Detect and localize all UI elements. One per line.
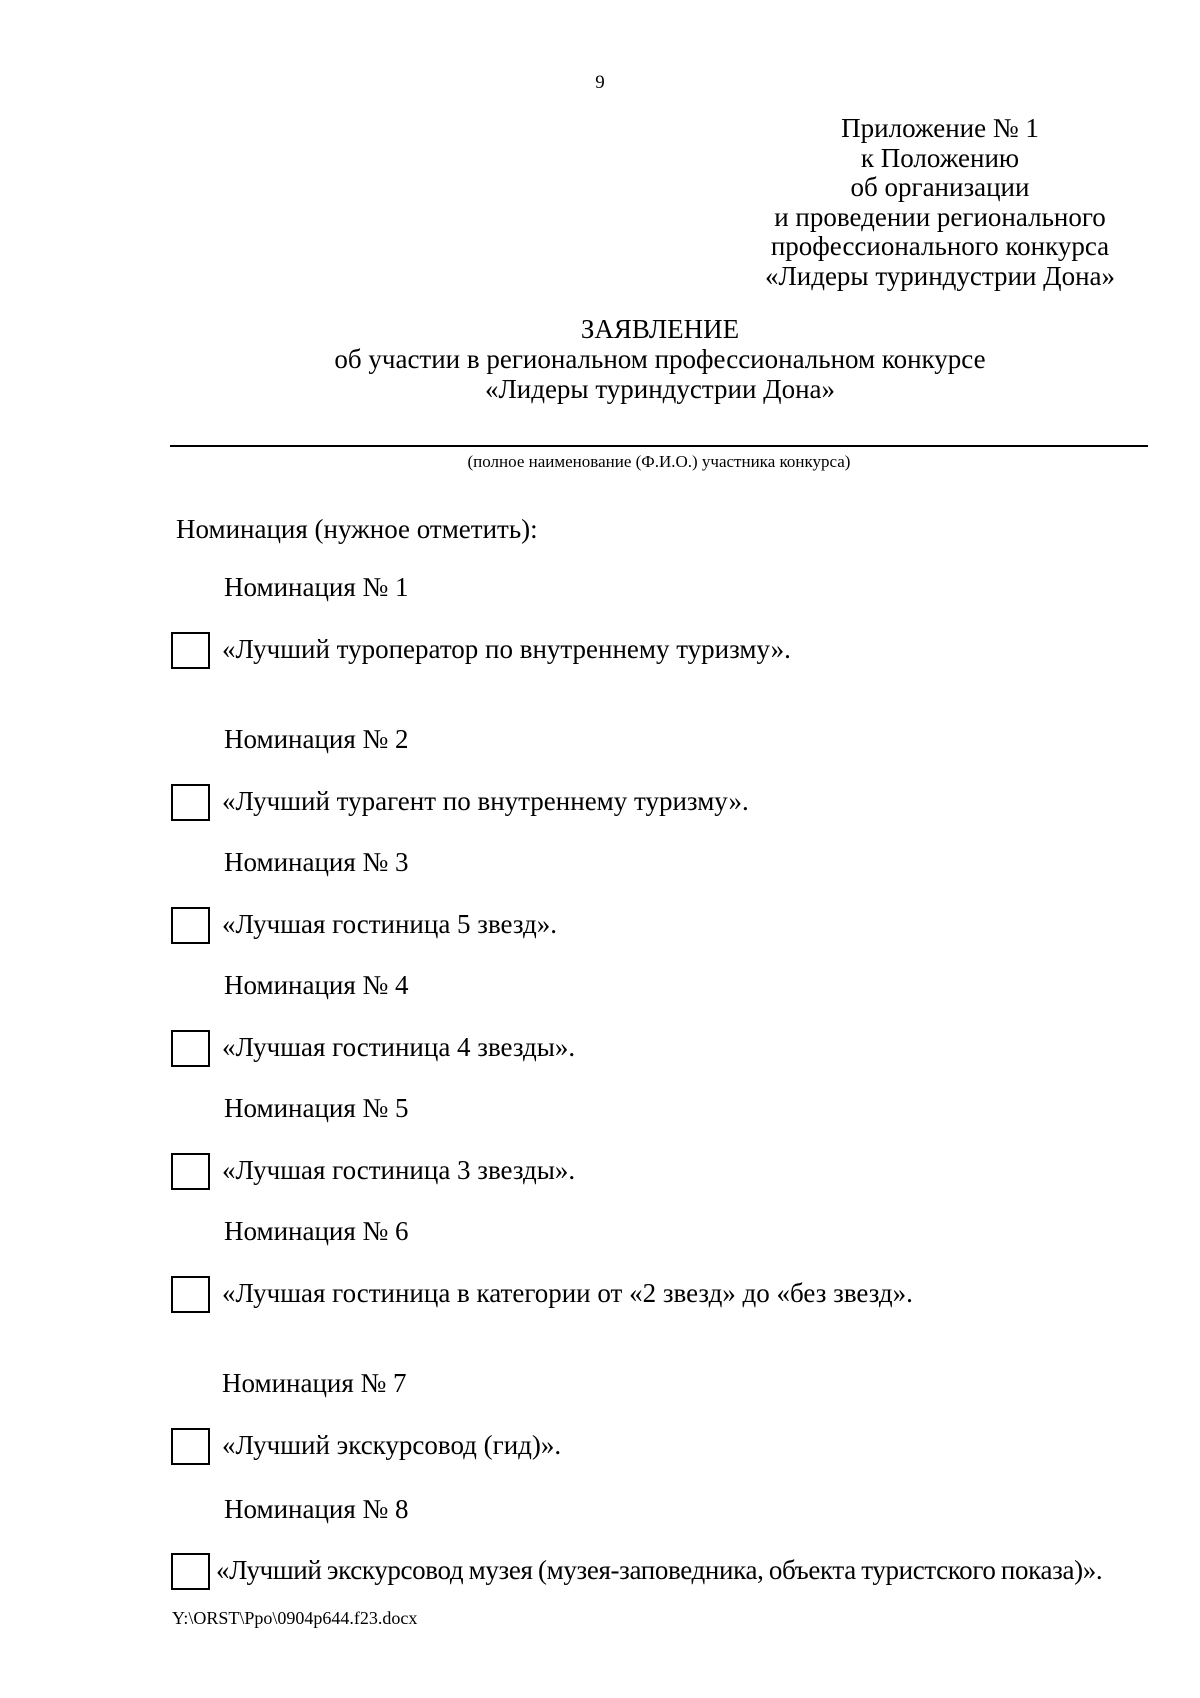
nomination-label: «Лучший экскурсовод (гид)». — [222, 1430, 562, 1460]
nomination-checkbox[interactable] — [171, 1553, 210, 1590]
nomination-checkbox[interactable] — [171, 1153, 210, 1190]
nomination-checkbox[interactable] — [171, 784, 210, 821]
appendix-line: Приложение № 1 — [841, 113, 1039, 143]
nomination-label: «Лучшая гостиница 3 звезды». — [222, 1155, 576, 1185]
nomination-title: Номинация № 5 — [224, 1093, 409, 1123]
nomination-title: Номинация № 6 — [224, 1216, 409, 1246]
nomination-title: Номинация № 7 — [222, 1368, 407, 1398]
appendix-line: профессионального конкурса — [770, 231, 1110, 261]
appendix-line: к Положению — [860, 142, 1020, 173]
nomination-title: Номинация № 8 — [224, 1494, 409, 1524]
statement-title: ЗАЯВЛЕНИЕ — [580, 314, 740, 344]
nomination-label: «Лучшая гостиница 5 звезд». — [222, 909, 558, 939]
nomination-title: Номинация № 2 — [224, 724, 409, 754]
nomination-checkbox[interactable] — [171, 1428, 210, 1465]
nomination-checkbox[interactable] — [171, 907, 210, 944]
appendix-line: и проведении регионального — [774, 201, 1106, 232]
appendix-line: об организации — [850, 172, 1030, 202]
page-number: 9 — [595, 72, 605, 93]
nomination-label: «Лучшая гостиница в категории от «2 звезд» до «без звезд». — [222, 1278, 913, 1308]
statement-heading — [0, 314, 1200, 404]
nominations-intro: Номинация (нужное отметить): — [176, 514, 538, 544]
nomination-checkbox[interactable] — [171, 1030, 210, 1067]
statement-subtitle-line1: об участии в региональном профессиональном конкурсе — [334, 344, 986, 374]
footer-file-path: Y:\ORST\Ppo\0904p644.f23.docx — [172, 1608, 418, 1628]
appendix-block — [720, 114, 1160, 291]
nomination-title: Номинация № 1 — [224, 572, 409, 602]
nomination-label: «Лучшая гостиница 4 звезды». — [222, 1032, 576, 1062]
nomination-label: «Лучший туроператор по внутреннему туризму». — [222, 634, 791, 664]
nomination-label: «Лучший турагент по внутреннему туризму». — [222, 786, 749, 816]
nomination-title: Номинация № 3 — [224, 847, 409, 877]
statement-subtitle-line2: «Лидеры туриндустрии Дона» — [484, 374, 836, 404]
appendix-line: «Лидеры туриндустрии Дона» — [764, 260, 1116, 291]
nomination-title: Номинация № 4 — [224, 970, 409, 1000]
participant-name-field[interactable] — [170, 445, 1148, 447]
participant-name-caption: (полное наименование (Ф.И.О.) участника конкурса) — [467, 452, 851, 471]
nomination-label: «Лучший экскурсовод музея (музея-заповедника, объекта туристского показа)». — [216, 1555, 1103, 1585]
nomination-checkbox[interactable] — [171, 632, 210, 669]
nomination-checkbox[interactable] — [171, 1276, 210, 1313]
